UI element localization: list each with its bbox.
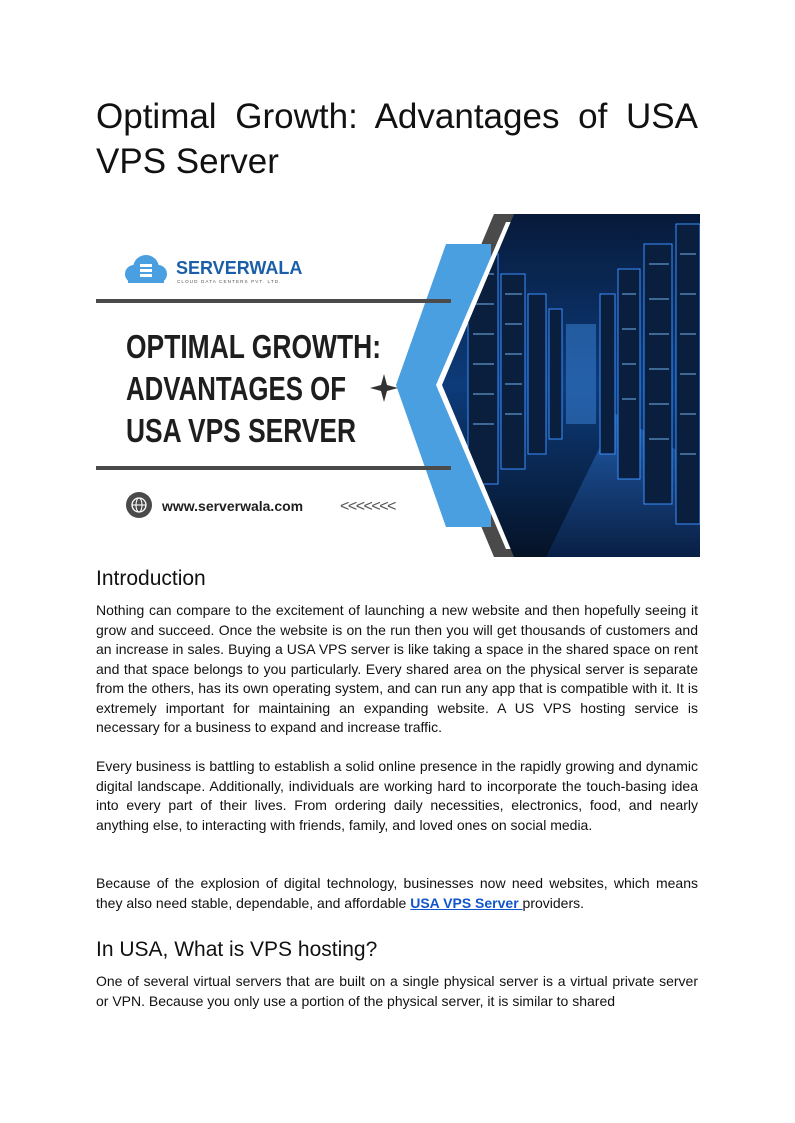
banner-website: www.serverwala.com xyxy=(162,498,304,514)
section-heading-introduction: Introduction xyxy=(96,567,206,590)
intro-paragraph-1: Nothing can compare to the excitement of launching a new website and then hopefully seeing it grow and succeed. Once the website is on the run then you will get thousands of customers and an increase in sales. Buying a USA VPS server is like taking a space in the shared space on rent and that space belongs to you particularly. Every shared area on the physical server is separate from the others, has its own operating system, and can run any app that is compatible with it. It is extremely important for maintaining an expanding website. A US VPS hosting service is necessary for a business to expand and increase traffic. xyxy=(96,602,698,735)
banner-headline-line3: USA VPS SERVER xyxy=(126,412,357,449)
usa-vps-server-link[interactable]: USA VPS Server xyxy=(410,894,523,911)
intro-paragraph-3-end: providers. xyxy=(522,894,585,911)
vps-paragraph-1: One of several virtual servers that are built on a single physical server is a virtual private server or VPN. Because you only use a portion of the physical server, it is similar to shared xyxy=(96,973,698,1009)
section-heading-vps-hosting: In USA, What is VPS hosting? xyxy=(96,938,378,961)
intro-paragraph-2: Every business is battling to establish a solid online presence in the rapidly growing and dynamic digital landscape. Additionally, individuals are working hard to incorporate the touch-basing idea into every part of their lives. From ordering daily necessities, electronics, food, and nearly anything else, to interacting with friends, family, and loved ones on social media. xyxy=(96,758,698,833)
brand-name: SERVERWALA xyxy=(176,258,303,278)
chevrons-decoration: <<<<<<< xyxy=(340,498,395,515)
globe-icon xyxy=(126,492,152,518)
intro-paragraph-3-text: Because of the explosion of digital technology, businesses now need websites, which means they also need stable, dependable, and affordable xyxy=(96,875,698,911)
document-title: Optimal Growth: Advantages of USA VPS Server xyxy=(96,97,698,181)
intro-paragraph-3 xyxy=(96,874,698,913)
sparkle-icon xyxy=(370,374,398,402)
hero-banner-image xyxy=(96,214,700,557)
brand-tagline: CLOUD DATA CENTERS PVT. LTD. xyxy=(177,279,282,284)
banner-headline-line1: OPTIMAL GROWTH: xyxy=(126,328,381,365)
serverwala-logo xyxy=(125,255,302,284)
banner-headline-line2: ADVANTAGES OF xyxy=(126,370,346,407)
